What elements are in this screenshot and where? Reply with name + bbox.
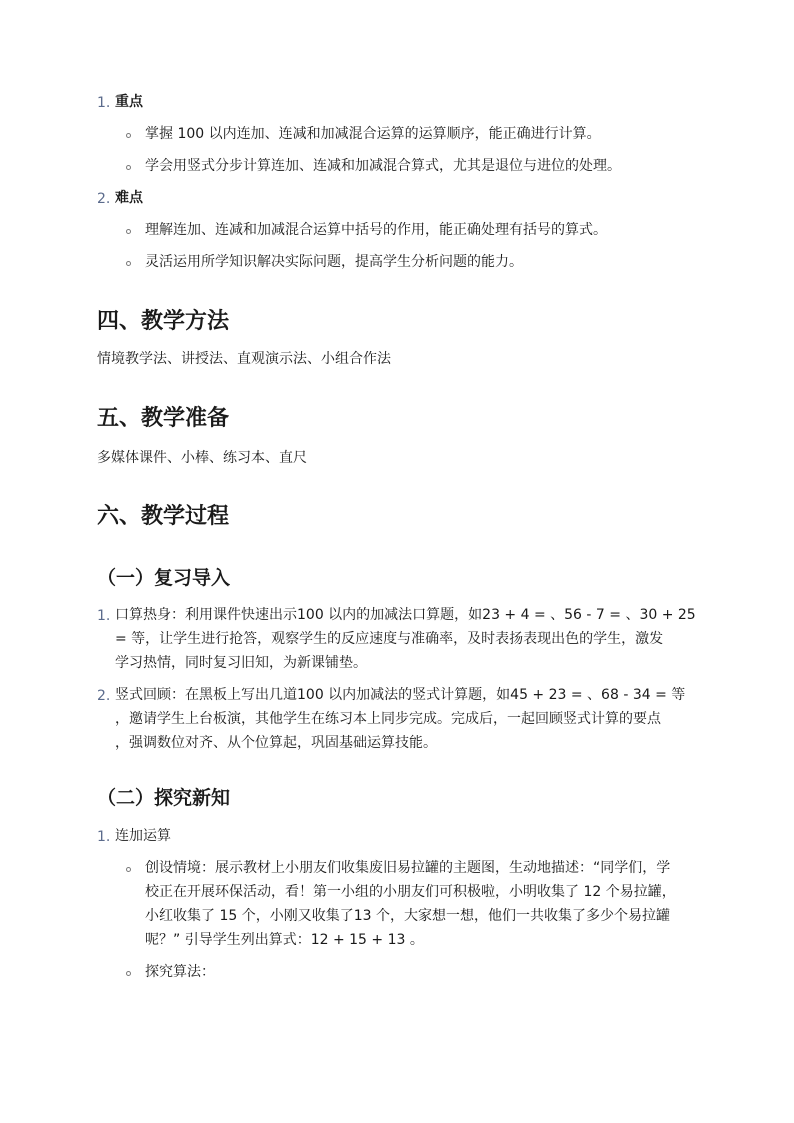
list-number: 1. xyxy=(97,95,111,111)
list-number: 2. xyxy=(97,191,111,207)
explore-item-line: 小红收集了 15 个，小刚又收集了13 个，大家想一想，他们一共收集了多少个易拉罐 xyxy=(145,908,670,924)
list-number: 1. xyxy=(97,829,111,845)
bullet-icon xyxy=(126,229,131,234)
review-item-line: 学习热情，同时复习旧知，为新课铺垫。 xyxy=(115,655,367,671)
list-item: 学会用竖式分步计算连加、连减和加减混合算式，尤其是退位与进位的处理。 xyxy=(145,158,621,174)
methods-text: 情境教学法、讲授法、直观演示法、小组合作法 xyxy=(97,351,391,367)
review-item-line: 口算热身：利用课件快速出示100 以内的加减法口算题，如23 + 4 = 、56 - 7 = 、30 + 25 xyxy=(115,607,696,623)
subsection-heading-review: （一）复习导入 xyxy=(97,567,231,589)
review-item-line: = 等，让学生进行抢答，观察学生的反应速度与准确率，及时表扬表现出色的学生，激发 xyxy=(115,631,664,647)
list-number: 2. xyxy=(97,688,111,704)
explore-item-line: 创设情境：展示教材上小朋友们收集废旧易拉罐的主题图，生动地描述：“同学们，学 xyxy=(145,860,671,876)
bullet-icon xyxy=(126,971,131,976)
bullet-icon xyxy=(126,133,131,138)
list-label-addition: 连加运算 xyxy=(115,828,171,844)
list-label-key-points: 重点 xyxy=(115,94,143,110)
list-number: 1. xyxy=(97,608,111,624)
list-item: 理解连加、连减和加减混合运算中括号的作用，能正确处理有括号的算式。 xyxy=(145,222,607,238)
bullet-icon xyxy=(126,867,131,872)
bullet-icon xyxy=(126,261,131,266)
section-heading-methods: 四、教学方法 xyxy=(97,309,230,334)
section-heading-process: 六、教学过程 xyxy=(97,504,230,529)
list-item: 掌握 100 以内连加、连减和加减混合运算的运算顺序，能正确进行计算。 xyxy=(145,126,601,142)
preparation-text: 多媒体课件、小棒、练习本、直尺 xyxy=(97,450,307,466)
explore-item-line: 校正在开展环保活动，看！第一小组的小朋友们可积极啦，小明收集了 12 个易拉罐， xyxy=(145,884,676,900)
section-heading-preparation: 五、教学准备 xyxy=(97,406,230,431)
review-item-line: ，强调数位对齐、从个位算起，巩固基础运算技能。 xyxy=(115,735,437,751)
list-item: 灵活运用所学知识解决实际问题，提高学生分析问题的能力。 xyxy=(145,254,523,270)
bullet-icon xyxy=(126,165,131,170)
review-item-line: 竖式回顾：在黑板上写出几道100 以内加减法的竖式计算题，如45 + 23 = 、68 - 34 = 等 xyxy=(115,687,686,703)
review-item-line: ，邀请学生上台板演，其他学生在练习本上同步完成。完成后，一起回顾竖式计算的要点 xyxy=(115,711,661,727)
subsection-heading-explore: （二）探究新知 xyxy=(97,787,231,809)
list-item: 探究算法： xyxy=(145,964,215,980)
list-label-difficulties: 难点 xyxy=(115,190,143,206)
explore-item-line: 呢？” 引导学生列出算式：12 + 15 + 13 。 xyxy=(145,932,424,948)
